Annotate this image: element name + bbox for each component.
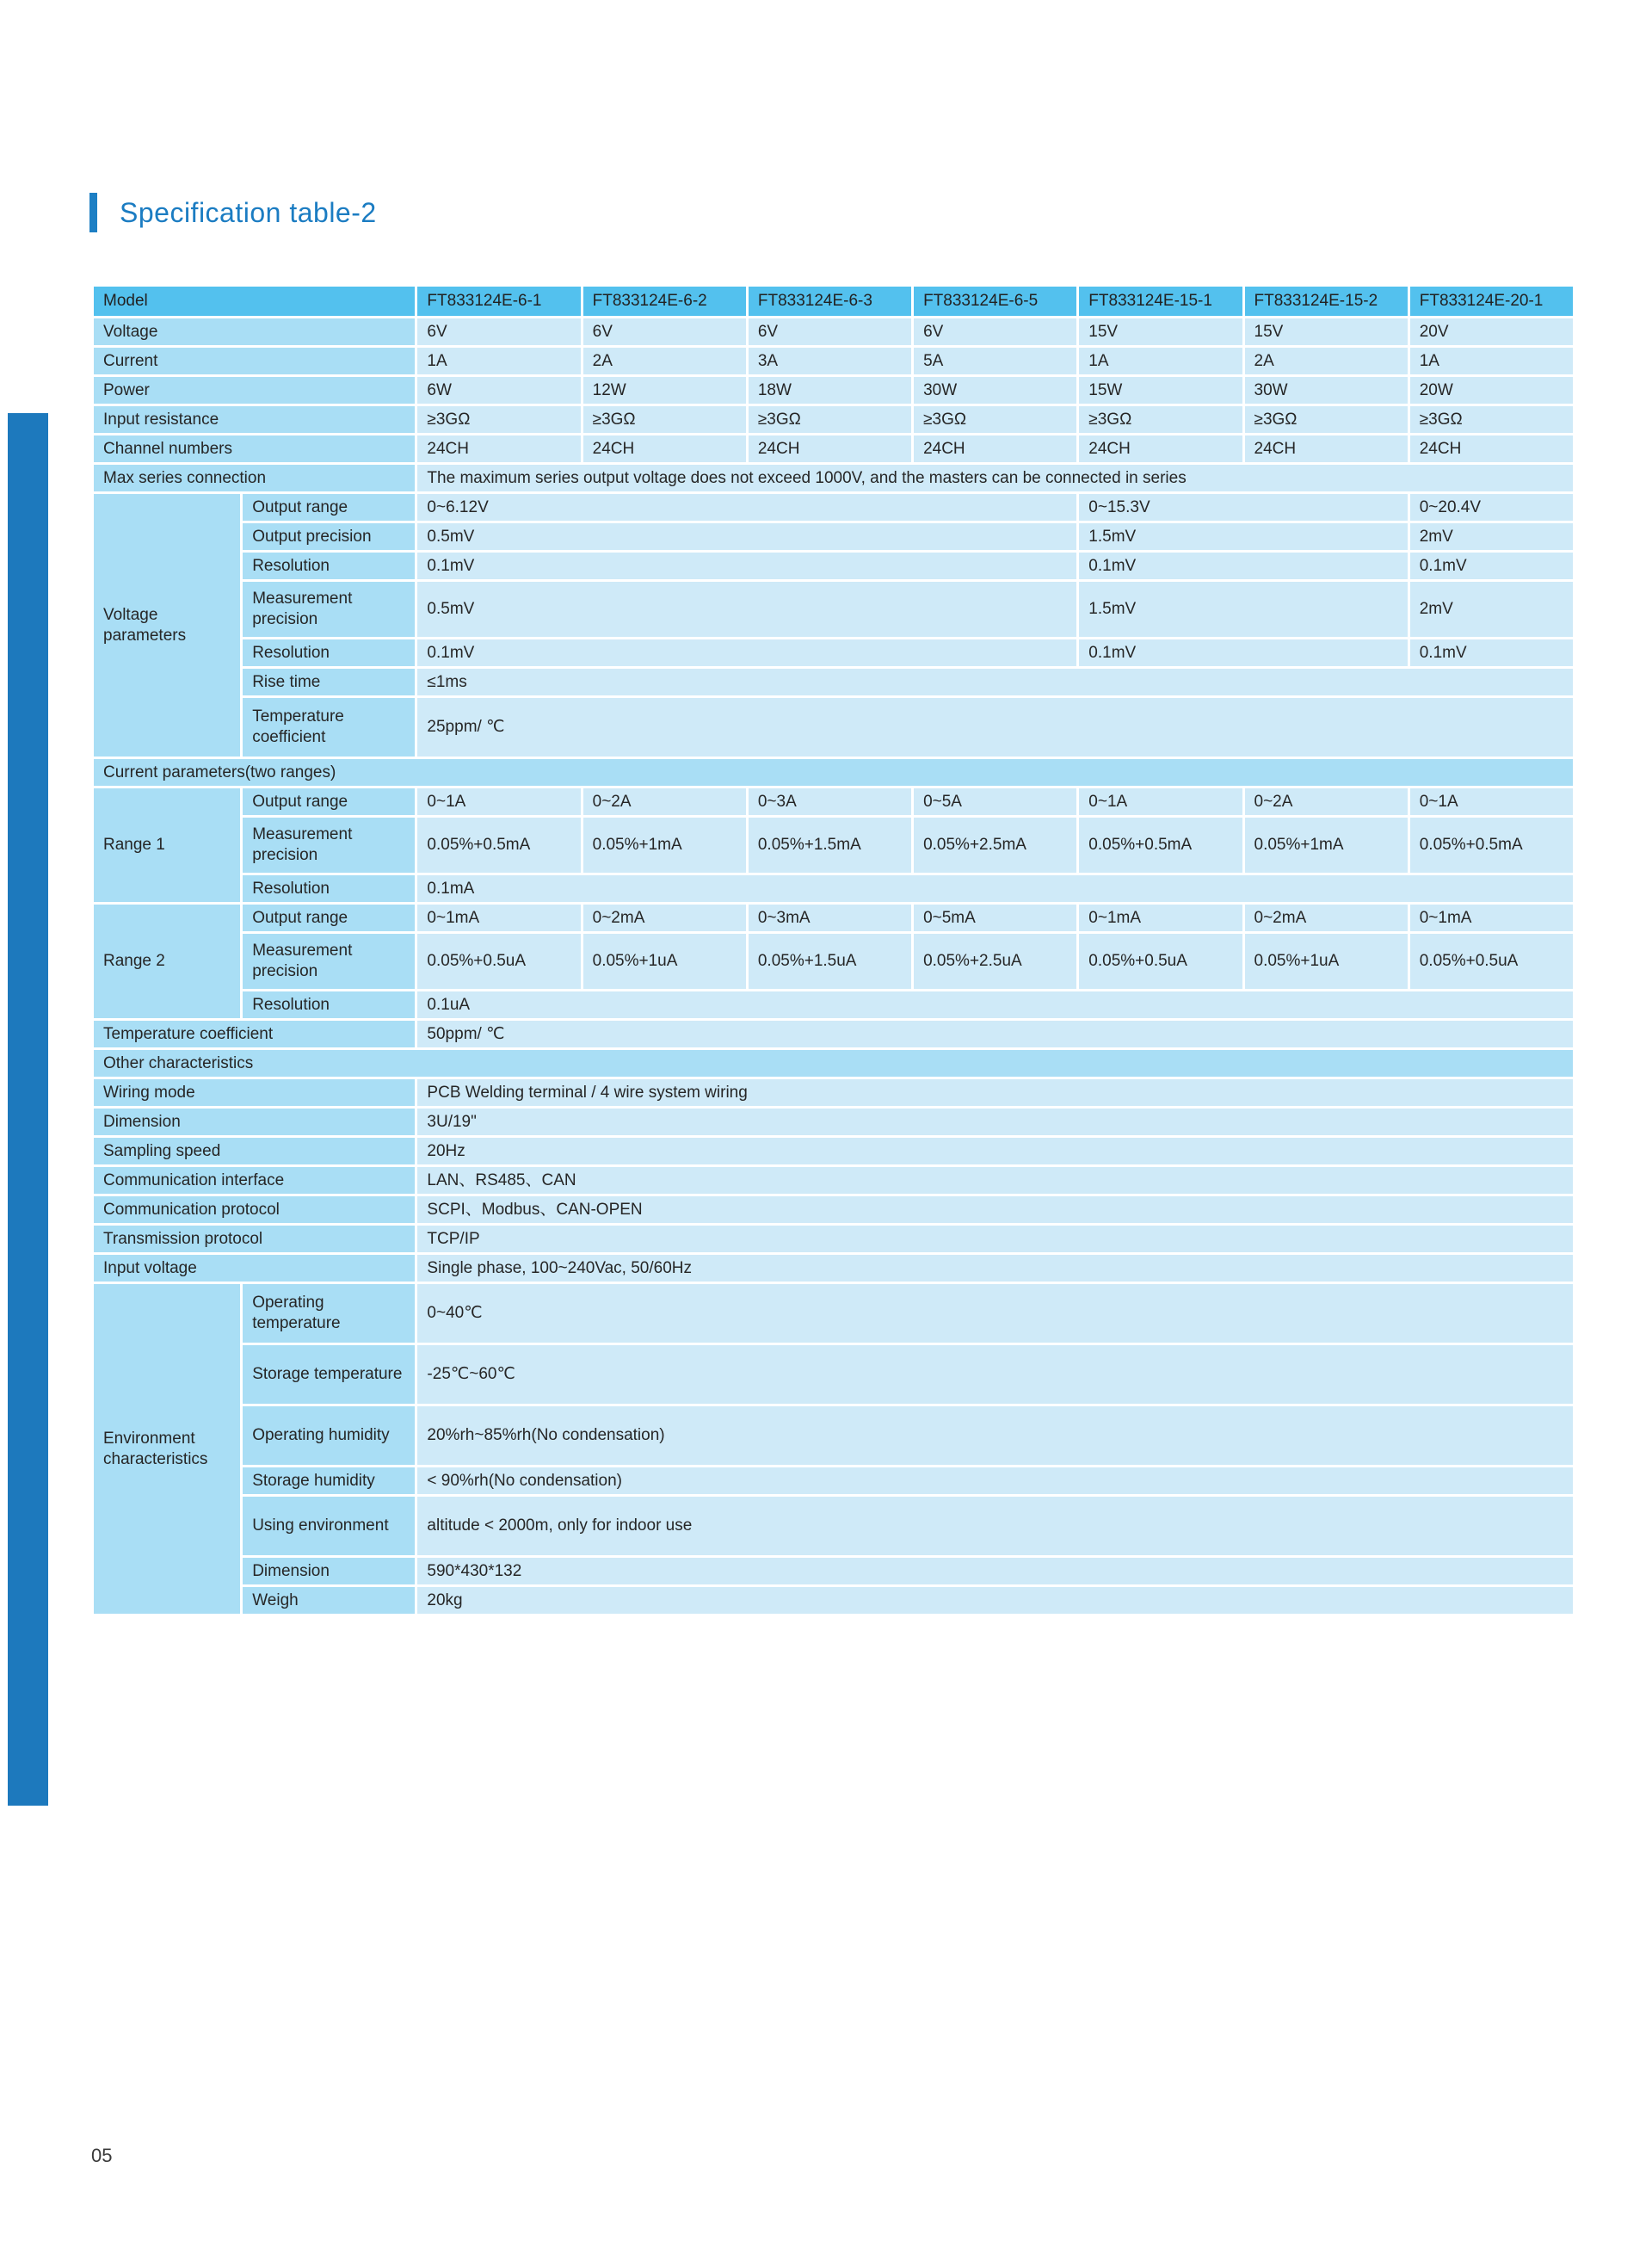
spec-value-cell: 0.05%+1mA [583, 818, 746, 873]
row-vp-temperature-coefficient [94, 698, 1573, 757]
title-accent-bar [89, 193, 97, 232]
row-vp-measurement-precision [94, 582, 1573, 637]
spec-value-cell: 0.05%+2.5uA [914, 934, 1076, 989]
sub-row-label: Rise time [243, 669, 415, 695]
spec-value-cell: ≥3GΩ [583, 406, 746, 433]
spec-value-cell: ≥3GΩ [1079, 406, 1242, 433]
spec-value-cell: 2mV [1410, 582, 1573, 637]
sub-row-label: Measurement precision [243, 818, 415, 873]
sub-row-label: Storage humidity [243, 1467, 415, 1494]
page-number: 05 [91, 2145, 113, 2166]
sub-row-label: Resolution [243, 639, 415, 666]
spec-value-cell: 24CH [583, 435, 746, 462]
sub-row-label: Dimension [243, 1558, 415, 1584]
spec-value-cell: 20V [1410, 318, 1573, 345]
spec-value-cell: 0.05%+0.5mA [1410, 818, 1573, 873]
sub-row-label: Storage temperature [243, 1345, 415, 1404]
column-header-model-1: FT833124E-6-1 [417, 287, 580, 316]
column-header-model-2: FT833124E-6-2 [583, 287, 746, 316]
row-input-resistance [94, 406, 1573, 433]
spec-value-cell: 0.05%+0.5uA [1079, 934, 1242, 989]
spec-value-cell: 0.5mV [417, 582, 1076, 637]
row-env-storage-humidity [94, 1467, 1573, 1494]
spec-value-cell: 24CH [417, 435, 580, 462]
spec-value-cell: 0.1mV [1410, 639, 1573, 666]
spec-value-cell: LAN、RS485、CAN [417, 1167, 1573, 1194]
row-communication-protocol [94, 1196, 1573, 1223]
spec-value-cell: 24CH [914, 435, 1076, 462]
spec-value-cell: 30W [1245, 377, 1408, 404]
row-label: Power [94, 377, 415, 404]
spec-value-cell: 0~1mA [417, 905, 580, 931]
spec-value-cell: 24CH [1245, 435, 1408, 462]
spec-value-cell: 0~1mA [1079, 905, 1242, 931]
sub-row-label: Measurement precision [243, 582, 415, 637]
spec-value-cell: 2A [583, 348, 746, 374]
row-label: Wiring mode [94, 1079, 415, 1106]
row-channel-numbers [94, 435, 1573, 462]
spec-value-cell: 0~5A [914, 788, 1076, 815]
sub-row-label: Temperature coefficient [243, 698, 415, 757]
spec-value-cell: 6V [749, 318, 911, 345]
row-other-characteristics-section [94, 1050, 1573, 1077]
spec-value-cell: 0.05%+1.5mA [749, 818, 911, 873]
sub-row-label: Output range [243, 494, 415, 521]
spec-value-cell: 0.1mV [417, 553, 1076, 579]
row-vp-rise-time [94, 669, 1573, 695]
row-sampling-speed [94, 1138, 1573, 1164]
sub-row-label: Measurement precision [243, 934, 415, 989]
sub-row-label: Weigh [243, 1587, 415, 1614]
spec-value-cell: 0~2mA [583, 905, 746, 931]
spec-value-cell: 1A [417, 348, 580, 374]
row-wiring-mode [94, 1079, 1573, 1106]
sub-row-label: Using environment [243, 1497, 415, 1555]
column-header-model-4: FT833124E-6-5 [914, 287, 1076, 316]
spec-value-cell: ≥3GΩ [749, 406, 911, 433]
column-header-model-3: FT833124E-6-3 [749, 287, 911, 316]
column-header-model: Model [94, 287, 415, 316]
row-r2-measurement-precision [94, 934, 1573, 989]
group-label-environment: Environment characteristics [94, 1284, 240, 1614]
group-label-range-2: Range 2 [94, 905, 240, 1018]
row-vp-output-range [94, 494, 1573, 521]
spec-value-cell: 20kg [417, 1587, 1573, 1614]
spec-value-cell: 24CH [1410, 435, 1573, 462]
row-current [94, 348, 1573, 374]
row-env-weigh [94, 1587, 1573, 1614]
row-env-dimension [94, 1558, 1573, 1584]
row-communication-interface [94, 1167, 1573, 1194]
row-r2-resolution [94, 991, 1573, 1018]
row-label: Channel numbers [94, 435, 415, 462]
row-vp-resolution-1 [94, 553, 1573, 579]
spec-value-cell: 0~1A [417, 788, 580, 815]
row-current-parameters-section [94, 759, 1573, 786]
spec-value-cell: 1.5mV [1079, 523, 1407, 550]
row-label: Input resistance [94, 406, 415, 433]
spec-value-cell: 0.1mV [1410, 553, 1573, 579]
spec-value-cell: 0.1mV [1079, 553, 1407, 579]
spec-value-cell: 24CH [1079, 435, 1242, 462]
spec-value-cell: 20%rh~85%rh(No condensation) [417, 1406, 1573, 1465]
spec-value-cell: 0.1uA [417, 991, 1573, 1018]
spec-value-cell: 6V [417, 318, 580, 345]
spec-value-cell: ≥3GΩ [417, 406, 580, 433]
spec-value-cell: PCB Welding terminal / 4 wire system wiring [417, 1079, 1573, 1106]
spec-value-cell: 0~2A [1245, 788, 1408, 815]
sub-row-label: Output precision [243, 523, 415, 550]
spec-value-cell: Single phase, 100~240Vac, 50/60Hz [417, 1255, 1573, 1282]
spec-value-cell: 0.05%+0.5uA [417, 934, 580, 989]
row-r1-resolution [94, 875, 1573, 902]
row-label: Voltage [94, 318, 415, 345]
sub-row-label: Output range [243, 788, 415, 815]
spec-value-cell: 0.05%+0.5mA [417, 818, 580, 873]
spec-value-cell: 0.05%+1mA [1245, 818, 1408, 873]
sub-row-label: Operating temperature [243, 1284, 415, 1343]
section-header: Other characteristics [94, 1050, 1573, 1077]
spec-value-cell: 0.05%+1.5uA [749, 934, 911, 989]
spec-value-cell: 6V [914, 318, 1076, 345]
row-env-using-environment [94, 1497, 1573, 1555]
spec-value-cell: 0.5mV [417, 523, 1076, 550]
spec-value-cell: 0~6.12V [417, 494, 1076, 521]
spec-value-cell: 6V [583, 318, 746, 345]
row-label: Transmission protocol [94, 1226, 415, 1252]
spec-value-cell: 0~2mA [1245, 905, 1408, 931]
row-env-storage-temperature [94, 1345, 1573, 1404]
spec-value-cell: 15V [1245, 318, 1408, 345]
row-env-operating-temperature [94, 1284, 1573, 1343]
spec-value-cell: 30W [914, 377, 1076, 404]
row-vp-output-precision [94, 523, 1573, 550]
spec-value-cell: 0~3mA [749, 905, 911, 931]
row-label: Dimension [94, 1109, 415, 1135]
spec-value-cell: ≤1ms [417, 669, 1573, 695]
spec-value-cell: 0~1mA [1410, 905, 1573, 931]
spec-value-cell: 0.05%+2.5mA [914, 818, 1076, 873]
row-label: Input voltage [94, 1255, 415, 1282]
row-r1-output-range [94, 788, 1573, 815]
spec-value-cell: 24CH [749, 435, 911, 462]
spec-value-cell: 20Hz [417, 1138, 1573, 1164]
sub-row-label: Output range [243, 905, 415, 931]
page-title: Specification table-2 [120, 196, 377, 228]
spec-value-cell: 20W [1410, 377, 1573, 404]
spec-value-cell: SCPI、Modbus、CAN-OPEN [417, 1196, 1573, 1223]
spec-value-cell: 0~1A [1410, 788, 1573, 815]
spec-value-cell: 0.05%+0.5uA [1410, 934, 1573, 989]
section-header: Current parameters(two ranges) [94, 759, 1573, 786]
spec-value-cell: 0.05%+1uA [583, 934, 746, 989]
column-header-model-6: FT833124E-15-2 [1245, 287, 1408, 316]
sub-row-label: Operating humidity [243, 1406, 415, 1465]
row-max-series-connection [94, 465, 1573, 491]
row-voltage [94, 318, 1573, 345]
row-transmission-protocol [94, 1226, 1573, 1252]
spec-value-cell: 2A [1245, 348, 1408, 374]
section-title-block [89, 193, 377, 232]
spec-value-cell: 25ppm/ ℃ [417, 698, 1573, 757]
specification-table [91, 284, 1575, 1616]
row-power [94, 377, 1573, 404]
spec-value-cell: 0~20.4V [1410, 494, 1573, 521]
spec-value-cell: 0.05%+0.5mA [1079, 818, 1242, 873]
spec-value-cell: 0~5mA [914, 905, 1076, 931]
group-label-voltage-parameters: Voltage parameters [94, 494, 240, 757]
spec-value-cell: 1.5mV [1079, 582, 1407, 637]
row-vp-resolution-2 [94, 639, 1573, 666]
spec-value-cell: ≥3GΩ [914, 406, 1076, 433]
spec-value-cell: 0~15.3V [1079, 494, 1407, 521]
row-label: Temperature coefficient [94, 1021, 415, 1047]
spec-value-cell: 15V [1079, 318, 1242, 345]
spec-value-cell: 12W [583, 377, 746, 404]
spec-value-cell: TCP/IP [417, 1226, 1573, 1252]
spec-value-cell: 1A [1079, 348, 1242, 374]
spec-value-cell: 0.1mV [1079, 639, 1407, 666]
spec-value-cell: 50ppm/ ℃ [417, 1021, 1573, 1047]
spec-value-cell: The maximum series output voltage does not exceed 1000V, and the masters can be connected in series [417, 465, 1573, 491]
spec-value-cell: 0~40℃ [417, 1284, 1573, 1343]
group-label-range-1: Range 1 [94, 788, 240, 902]
row-model-header [94, 287, 1573, 316]
row-env-operating-humidity [94, 1406, 1573, 1465]
sub-row-label: Resolution [243, 875, 415, 902]
sub-row-label: Resolution [243, 991, 415, 1018]
row-label: Communication protocol [94, 1196, 415, 1223]
page-side-accent-bar [8, 413, 48, 1806]
spec-value-cell: ≥3GΩ [1410, 406, 1573, 433]
column-header-model-7: FT833124E-20-1 [1410, 287, 1573, 316]
spec-value-cell: 5A [914, 348, 1076, 374]
column-header-model-5: FT833124E-15-1 [1079, 287, 1242, 316]
spec-value-cell: 3A [749, 348, 911, 374]
spec-value-cell: 18W [749, 377, 911, 404]
spec-value-cell: 15W [1079, 377, 1242, 404]
spec-value-cell: 0.1mV [417, 639, 1076, 666]
row-r1-measurement-precision [94, 818, 1573, 873]
spec-value-cell: -25℃~60℃ [417, 1345, 1573, 1404]
row-label: Communication interface [94, 1167, 415, 1194]
spec-value-cell: 590*430*132 [417, 1558, 1573, 1584]
row-dimension [94, 1109, 1573, 1135]
sub-row-label: Resolution [243, 553, 415, 579]
spec-value-cell: 2mV [1410, 523, 1573, 550]
spec-value-cell: 1A [1410, 348, 1573, 374]
spec-value-cell: < 90%rh(No condensation) [417, 1467, 1573, 1494]
row-temperature-coefficient [94, 1021, 1573, 1047]
row-label: Max series connection [94, 465, 415, 491]
row-r2-output-range [94, 905, 1573, 931]
row-label: Sampling speed [94, 1138, 415, 1164]
spec-value-cell: 0.1mA [417, 875, 1573, 902]
spec-value-cell: ≥3GΩ [1245, 406, 1408, 433]
row-input-voltage [94, 1255, 1573, 1282]
spec-value-cell: 6W [417, 377, 580, 404]
row-label: Current [94, 348, 415, 374]
spec-value-cell: 0~3A [749, 788, 911, 815]
spec-value-cell: 0.05%+1uA [1245, 934, 1408, 989]
spec-value-cell: altitude < 2000m, only for indoor use [417, 1497, 1573, 1555]
spec-value-cell: 3U/19" [417, 1109, 1573, 1135]
spec-value-cell: 0~2A [583, 788, 746, 815]
spec-value-cell: 0~1A [1079, 788, 1242, 815]
